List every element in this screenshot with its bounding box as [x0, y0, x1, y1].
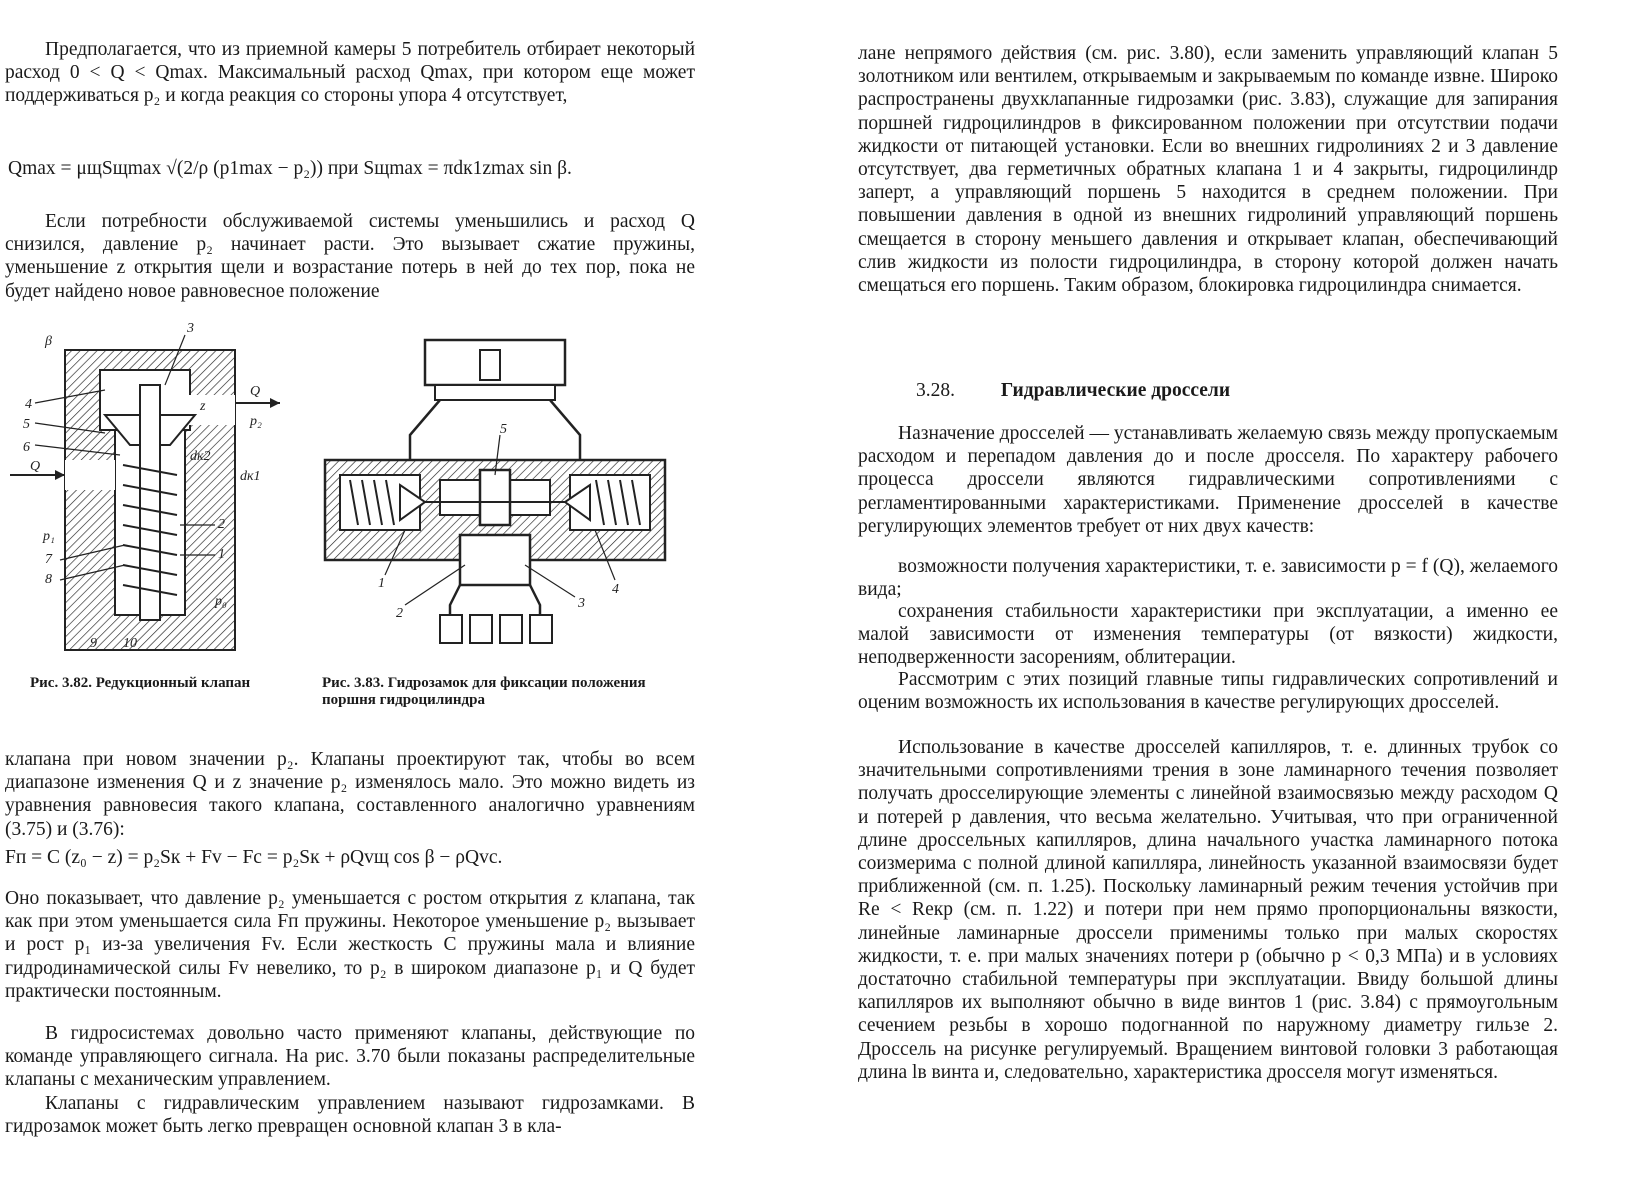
left-paragraph-3: клапана при новом значении p₂. Клапаны проектируют так, чтобы во всем диапазоне изменения Q и z значение p₂ изменялось мало. Это можно видеть из уравнения равновесия такого клапана, составленного аналогично уравнениям (3.75) и (3.76):	[5, 749, 695, 840]
left-paragraph-2: Если потребности обслуживаемой системы уменьшились и расход Q снизился, давление p₂ начинает расти. Это вызывает сжатие пружины, уменьшение z открытия щели и возрастание потерь в ней до тех пор, пока не будет найдено новое равновесное положение	[5, 211, 695, 302]
label-8: 8	[45, 572, 52, 587]
section-number: 3.28.	[916, 380, 955, 401]
label-2: 2	[396, 606, 403, 621]
left-paragraph-6: Клапаны с гидравлическим управлением называют гидрозамками. В гидрозамок может быть легко превращен основной клапан 3 в кла-	[5, 1093, 695, 1138]
fig383-caption: Рис. 3.83. Гидрозамок для фиксации положения поршня гидроцилиндра	[322, 675, 646, 708]
label-z: z	[200, 399, 206, 414]
right-paragraph-6: Использование в качестве дросселей капилляров, т. е. длинных трубок со значительными сопротивлениями трения в зоне ламинарного течения позволяет получать дросселирующие элементы с линейной взаимосвязью между расходом Q и потерей p давления, что весьма желательно. Учитывая, что при ограниченной длине дроссельных капилляров, длина начального участка ламинарного потока соизмерима с полной длиной капилляра, линейность указанной взаимосвязи будет приближенной (см. п. 1.25). Поскольку ламинарный режим течения устойчив при Re < Reкр (см. п. 1.22) и потери при нем прямо пропорциональны вязкости, линейные ламинарные дроссели применимы только при малых скоростях жидкости, т. е. при малых значениях потери p (обычно p < 0,3 МПа) и в условиях достаточно стабильной температуры при эксплуатации. Ввиду большой длины капилляров их выполняют обычно в виде винтов 1 (рис. 3.84) с прямоугольным сечением резьбы в хорошо подогнанной по наружному диаметру гильзе 2. Дроссель на рисунке регулируемый. Вращением винтовой головки 3 работающая длина lв винта и, следовательно, характеристика дросселя могут изменяться.	[858, 737, 1558, 1083]
right-paragraph-4: сохранения стабильности характеристики при эксплуатации, а именно ее малой зависимости от изменения температуры (от вязкости) жидкости, неподверженности засорениям, облитерации.	[858, 601, 1558, 669]
label-9: 9	[90, 636, 97, 651]
right-paragraph-3: возможности получения характеристики, т. е. зависимости p = f (Q), желаемого вида;	[858, 556, 1558, 601]
label-q-out: Q	[250, 384, 261, 399]
section-heading	[916, 380, 1230, 402]
section-title: Гидравлические дроссели	[1000, 380, 1231, 401]
reducing-valve-drawing	[5, 315, 285, 665]
label-q-in: Q	[30, 459, 41, 474]
label-5: 5	[23, 417, 30, 432]
label-beta: β	[45, 334, 52, 349]
label-6: 6	[23, 440, 30, 455]
formula-qmax: Qmax = μщSщmax √(2/ρ (p1max − p₂)) при Sщmax = πdк1zmax sin β.	[8, 158, 572, 179]
right-paragraph-5: Рассмотрим с этих позиций главные типы гидравлических сопротивлений и оценим возможность их использования в качестве регулирующих дросселей.	[858, 669, 1558, 714]
figure-3-82-reducing-valve	[5, 315, 285, 665]
right-paragraph-2: Назначение дросселей — устанавливать желаемую связь между пропускаемым расходом и перепадом давления до и после дросселя. По характеру рабочего процесса дроссели являются гидравлическими сопротивлениями с регламентированными характеристиками. Применение дросселей в качестве регулирующих элементов требует от них двух качеств:	[858, 423, 1558, 537]
label-4: 4	[25, 397, 32, 412]
left-paragraph-5: В гидросистемах довольно часто применяют клапаны, действующие по команде управляющего сигнала. На рис. 3.70 были показаны распределительные клапаны с механическим управлением.	[5, 1023, 695, 1091]
label-1: 1	[218, 547, 225, 562]
label-1: 1	[378, 576, 385, 591]
label-10: 10	[123, 636, 137, 651]
label-dk1: dк1	[240, 469, 261, 484]
fig382-caption: Рис. 3.82. Редукционный клапан	[30, 675, 251, 691]
label-7: 7	[45, 552, 52, 567]
label-p0: p₀	[215, 594, 227, 609]
formula-equilibrium: Fп = C (z₀ − z) = p₂Sк + Fv − Fc = p₂Sк + ρQvщ cos β − ρQvc.	[5, 847, 503, 868]
label-4: 4	[612, 582, 619, 597]
label-3: 3	[187, 321, 194, 336]
right-paragraph-1: лане непрямого действия (см. рис. 3.80), если заменить управляющий клапан 5 золотником или вентилем, открываемым и закрываемым по команде извне. Широко распространены двухклапанные гидрозамки (рис. 3.83), служащие для запирания поршней гидроцилиндров в фиксированном положении при отсутствии подачи жидкости от питающей установки. Если во внешних гидролиниях 2 и 3 давление отсутствует, два герметичных обратных клапана 1 и 4 закрыты, гидроцилиндр заперт, а управляющий поршень 5 находится в среднем положении. При повышении давления в одной из внешних гидролиний управляющий поршень смещается в сторону меньшего давления и открывает клапан, обеспечивающий слив жидкости из полости гидроцилиндра, в сторону которой должен начать смещаться его поршень. Таким образом, блокировка гидроцилиндра снимается.	[858, 43, 1558, 297]
label-dk2: dк2	[190, 449, 211, 464]
figure-3-83-hydraulic-lock	[320, 335, 690, 660]
left-paragraph-4: Оно показывает, что давление p₂ уменьшается с ростом открытия z клапана, так как при этом уменьшается сила Fп пружины. Некоторое уменьшение p₂ вызывает и рост p₁ из-за увеличения Fv. Если жесткость C пружины мала и влияние гидродинамической силы Fv невелико, то p₂ в широком диапазоне p₁ и Q будет практически постоянным.	[5, 888, 695, 1002]
left-paragraph-1: Предполагается, что из приемной камеры 5 потребитель отбирает некоторый расход 0 < Q < Qmax. Максимальный расход Qmax, при котором еще может поддерживаться p₂ и когда реакция со стороны упора 4 отсутствует,	[5, 39, 695, 107]
label-p1: p₁	[43, 529, 55, 544]
label-3: 3	[578, 596, 585, 611]
label-p2: p₂	[250, 414, 262, 429]
label-2: 2	[218, 517, 225, 532]
hydraulic-lock-drawing	[320, 335, 690, 660]
label-5: 5	[500, 422, 507, 437]
